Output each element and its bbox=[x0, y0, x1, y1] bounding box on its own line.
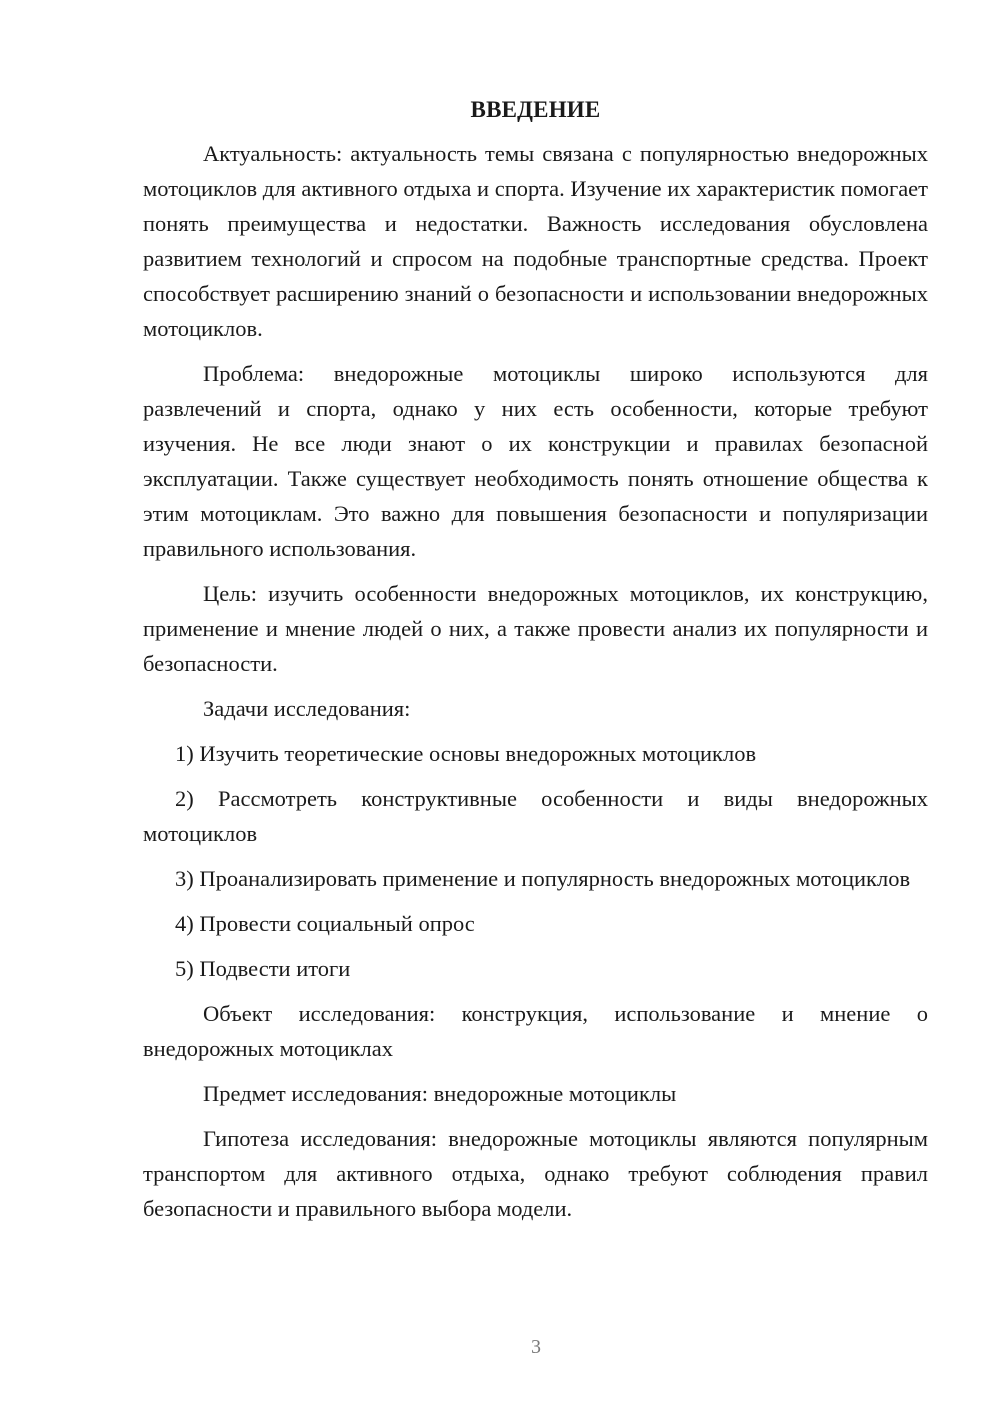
tasks-heading: Задачи исследования: bbox=[203, 696, 411, 721]
hypothesis-paragraph: Гипотеза исследования: внедорожные мотоциклы являются популярным транспортом для активного отдыха, однако требуют соблюдения правил безопасности и правильного выбора модели. bbox=[143, 1126, 928, 1221]
object-paragraph: Объект исследования: конструкция, использование и мнение о внедорожных мотоциклах bbox=[143, 1001, 928, 1061]
task-item: 4) Провести социальный опрос bbox=[175, 911, 475, 936]
section-title: ВВЕДЕНИЕ bbox=[470, 97, 601, 122]
subject-paragraph: Предмет исследования: внедорожные мотоциклы bbox=[203, 1081, 677, 1106]
task-item: 2) Рассмотреть конструктивные особенности и виды внедорожных мотоциклов bbox=[143, 786, 928, 846]
relevance-paragraph: Актуальность: актуальность темы связана с популярностью внедорожных мотоциклов для активного отдыха и спорта. Изучение их характеристик помогает понять преимущества и недостатки. Важность исследования обусловлена развитием технологий и спросом на подобные транспортные средства. Проект способствует расширению знаний о безопасности и использовании внедорожных мотоциклов. bbox=[143, 141, 928, 341]
page-number: 3 bbox=[531, 1336, 541, 1358]
page-content bbox=[143, 94, 928, 1236]
problem-paragraph: Проблема: внедорожные мотоциклы широко используются для развлечений и спорта, однако у них есть особенности, которые требуют изучения. Не все люди знают о их конструкции и правилах безопасной эксплуатации. Также существует необходимость понять отношение общества к этим мотоциклам. Это важно для повышения безопасности и популяризации правильного использования. bbox=[143, 361, 928, 561]
task-item: 1) Изучить теоретические основы внедорожных мотоциклов bbox=[175, 741, 757, 766]
task-item: 3) Проанализировать применение и популярность внедорожных мотоциклов bbox=[175, 866, 911, 891]
task-item: 5) Подвести итоги bbox=[175, 956, 351, 981]
goal-paragraph: Цель: изучить особенности внедорожных мотоциклов, их конструкцию, применение и мнение людей о них, а также провести анализ их популярности и безопасности. bbox=[143, 581, 928, 676]
